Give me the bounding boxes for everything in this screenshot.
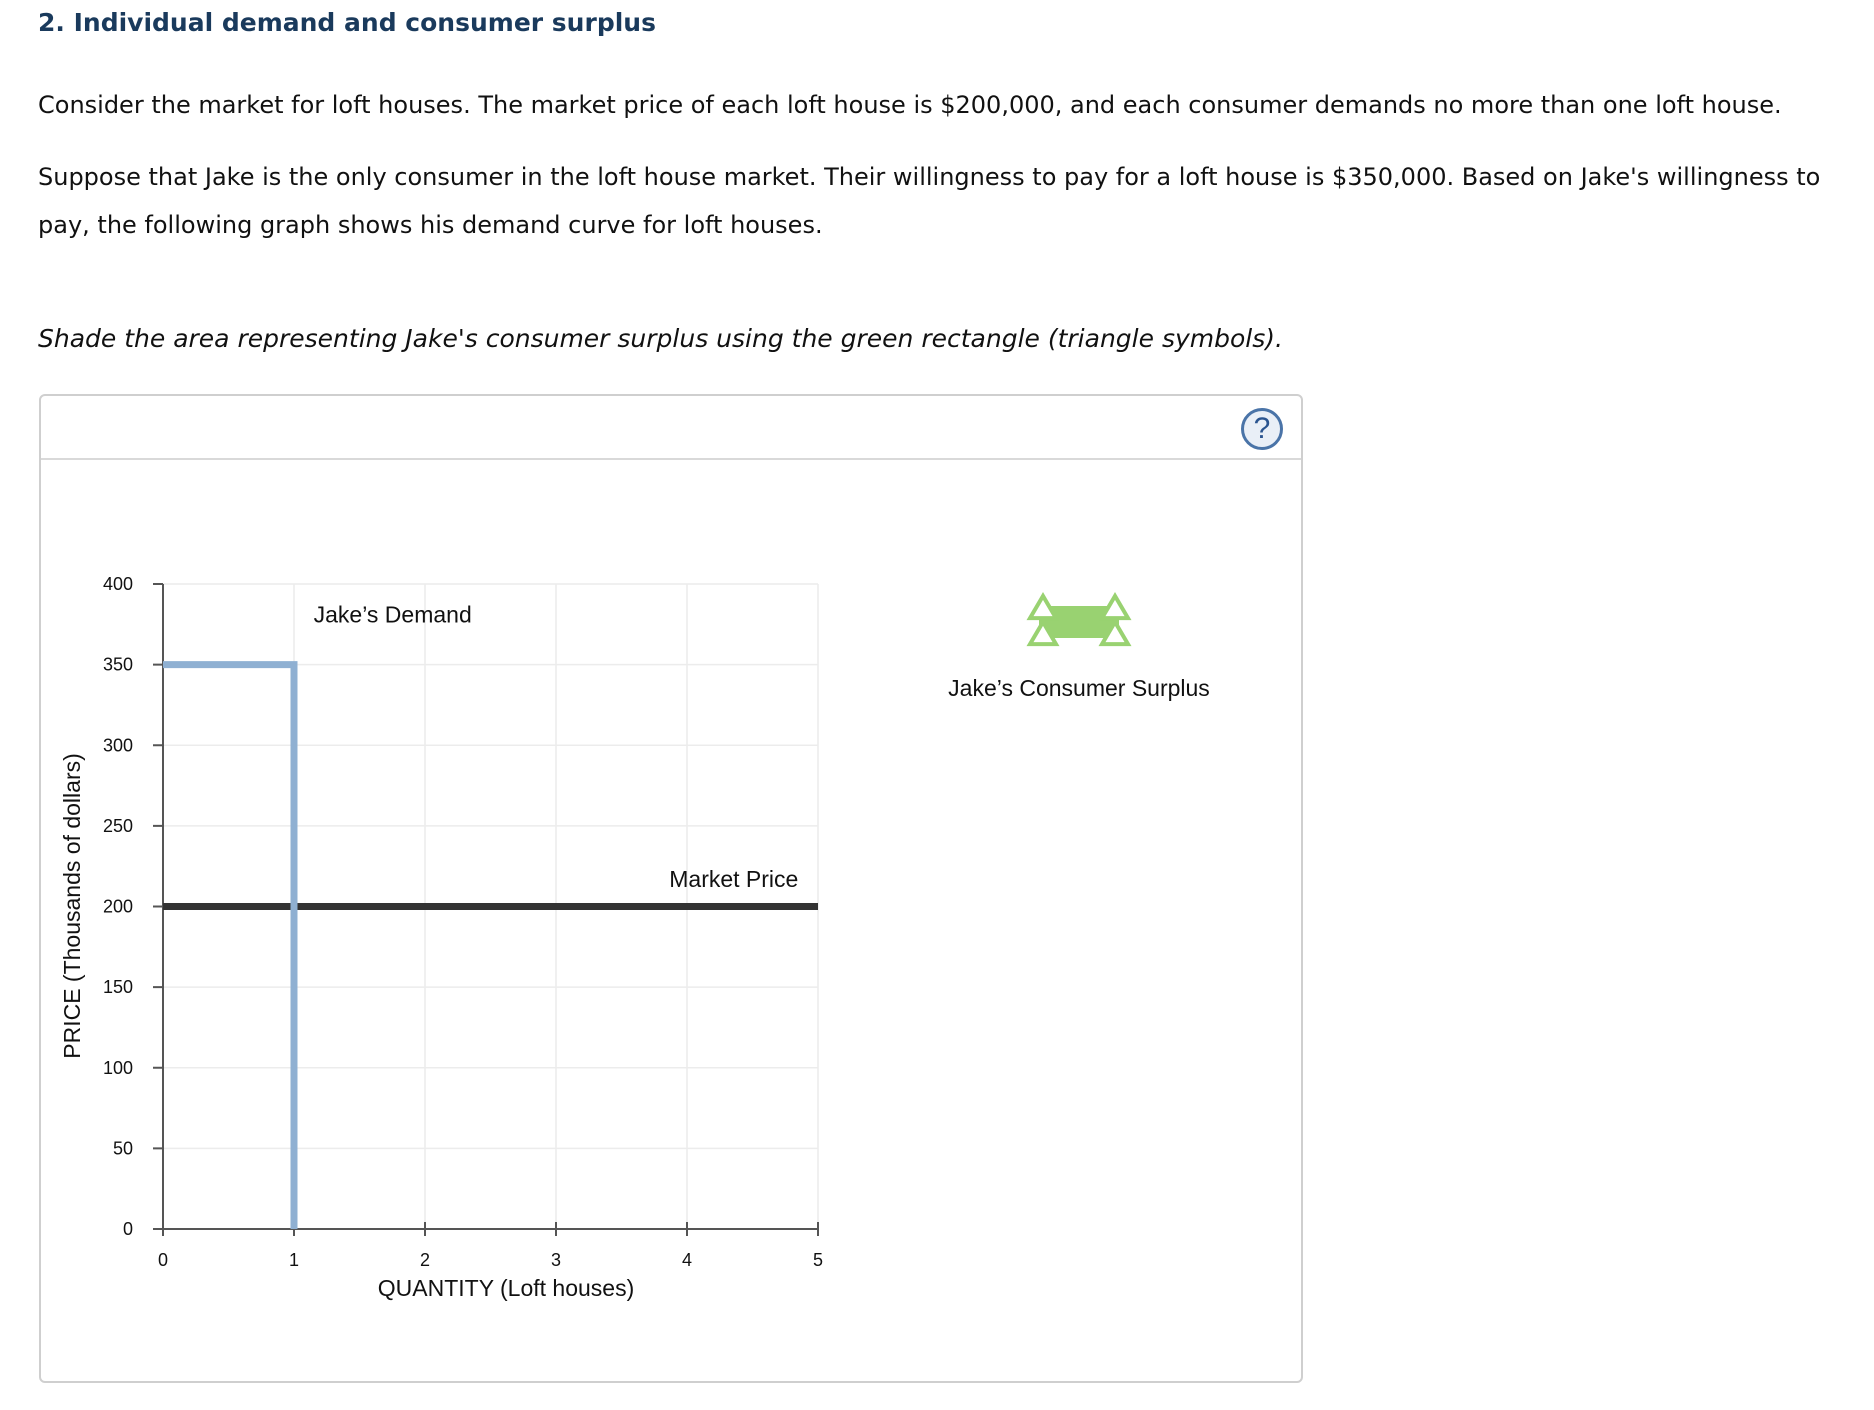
market-price-label: Market Price [669,866,799,893]
scenario-paragraph: Suppose that Jake is the only consumer in the loft house market. Their willingness to pay for a loft house is $350,000. Based on Jake's willingness to pay, the following graph shows his demand curve for loft houses. [38,163,1821,239]
x-tick-label: 4 [681,1250,693,1270]
intro-paragraph: Consider the market for loft houses. The market price of each loft house is $200,000, and each consumer demands no more than one loft house. [38,91,1782,119]
y-tick-label: 0 [122,1219,133,1239]
y-tick-label: 100 [102,1057,133,1078]
demand-curve [163,665,294,1229]
y-tick-label: 150 [102,977,133,998]
x-tick-label: 5 [812,1250,824,1270]
demand-chart [41,396,1301,1381]
demand-curve-label: Jake’s Demand [313,601,472,628]
y-tick-label: 300 [102,735,133,756]
y-tick-label: 350 [102,654,133,675]
x-tick-label: 0 [157,1250,169,1270]
y-axis-label: PRICE (Thousands of dollars) [59,753,85,1059]
page-title: 2. Individual demand and consumer surplus [38,8,656,37]
consumer-surplus-legend-label: Jake’s Consumer Surplus [948,675,1210,701]
y-tick-label: 50 [112,1138,133,1159]
instruction-text: Shade the area representing Jake's consumer surplus using the green rectangle (triangle symbols). [38,324,1283,353]
y-tick-label: 400 [102,574,133,594]
graph-panel [39,394,1303,1383]
y-tick-label: 200 [102,896,133,917]
x-tick-label: 3 [550,1250,562,1270]
question-circle-icon: ? [1253,412,1271,445]
x-tick-label: 1 [288,1250,300,1270]
x-tick-label: 2 [419,1250,431,1270]
y-tick-label: 250 [102,815,133,836]
x-axis-label: QUANTITY (Loft houses) [377,1275,635,1301]
